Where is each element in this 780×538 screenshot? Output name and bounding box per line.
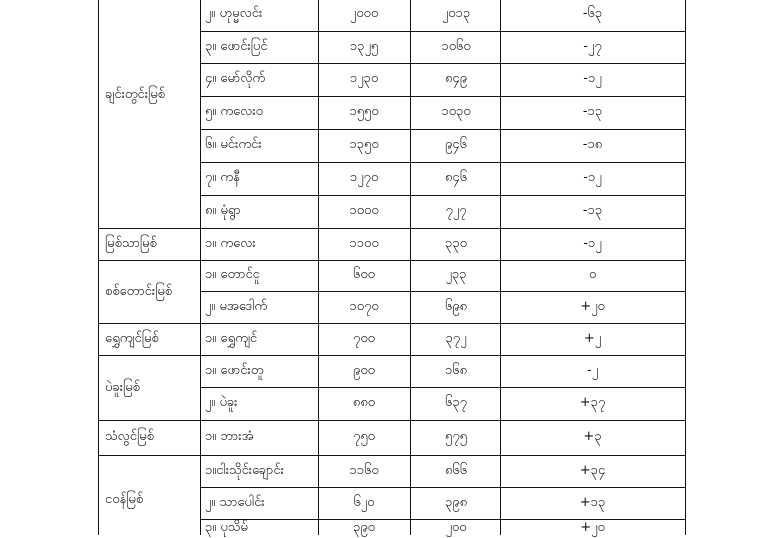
change-value: -၁၂ [583, 170, 602, 185]
station-name: ၇။ ကနီ [205, 170, 240, 185]
river-label: သံလွင်မြစ် [105, 429, 154, 444]
level-value: ၃၇၂ [445, 330, 467, 346]
level-value: ၂၃၃ [445, 267, 467, 282]
station-name: ၂။ သာပေါင်း [205, 494, 265, 510]
change-value: -၆၃ [582, 5, 603, 21]
level-value: ၁၃၂၅ [349, 38, 379, 54]
station-name: ၁။ ဖောင်းတူ [205, 362, 264, 378]
river-label-sittaung: စစ်တောင်းမြစ် [105, 283, 173, 299]
level-value: ၂၀၁၃ [441, 5, 471, 21]
level-value: ၈၄၉ [444, 71, 468, 86]
level-value: ၁၁၆၀ [349, 462, 379, 478]
change-value: +၂၀ [580, 298, 605, 314]
level-value: ၅၇၅ [445, 429, 467, 444]
level-value: ၇၀၀ [353, 330, 375, 346]
level-value: ၂၀၀ [445, 520, 467, 535]
change-value: ၀ [588, 267, 597, 282]
change-value: +၁၃ [579, 494, 606, 510]
station-name: ၂။ ပဲခူး [205, 395, 238, 410]
change-value: -၁၈ [582, 137, 603, 152]
level-value: ၈၄၆ [444, 170, 468, 185]
level-value: ၃၃၀ [445, 235, 467, 251]
change-value: +၃၄ [579, 462, 606, 478]
station-name: ၂။ မအဒေါက် [205, 298, 268, 314]
station-name: ၁။ ကလေး [205, 235, 256, 251]
change-value: +၃၇ [579, 395, 606, 410]
level-value: ၉၄၆ [445, 137, 467, 152]
level-value: ၈၈၀ [352, 395, 376, 410]
level-value: ၁၆၈ [444, 362, 468, 378]
level-value: ၆၃၇ [445, 395, 467, 410]
level-value: ၁၁၀၀ [349, 235, 379, 251]
change-value: -၂၇ [583, 38, 602, 54]
level-value: ၁၀၇၀ [349, 298, 379, 314]
station-name: ၁။ ရွှေကျင် [205, 330, 258, 346]
level-value: ၁၃၅၀ [349, 137, 379, 152]
change-value: +၂ [583, 330, 602, 346]
river-label: မြစ်သာမြစ် [105, 235, 157, 251]
change-value: -၁၂ [583, 235, 602, 251]
station-name: ၃။ ပုသိမ် [205, 520, 248, 535]
level-value: ၁၂၇၀ [349, 170, 379, 185]
station-name: ၁။ငါးသိုင်းချောင်း [205, 462, 284, 478]
station-name: ၃။ ဖောင်းပြင် [205, 38, 268, 54]
level-value: ၆၉၈ [444, 298, 468, 314]
level-value: ၉၀၀ [353, 362, 375, 378]
level-value: ၁၅၅၀ [349, 104, 379, 119]
level-value: ၁၀၆၀ [441, 38, 471, 54]
river-label-bago: ပဲခူးမြစ် [105, 379, 140, 395]
change-value: +၂၀ [580, 520, 605, 535]
station-name: ၄။ မော်လိုက် [205, 71, 266, 86]
level-value: ၃၉၀ [353, 520, 375, 535]
station-name: ၈။ မုံရွာ [205, 203, 241, 218]
river-label-chindwin: ချင်းတွင်းမြစ် [105, 86, 165, 102]
station-name: ၅။ ကလေးဝ [205, 104, 263, 119]
level-value: ၆၂၀ [353, 494, 375, 510]
change-value: -၁၂ [583, 71, 602, 86]
level-value: ၃၉၈ [444, 494, 468, 510]
change-value: -၂ [586, 362, 599, 378]
level-value: ၇၅၀ [353, 429, 375, 444]
level-value: ၁၀၃၀ [441, 104, 471, 119]
station-name: ၂။ ဟုမ္မလင်း [205, 5, 263, 21]
station-name: ၁။ တောင်ငူ [205, 267, 260, 282]
level-value: ၇၂၇ [445, 203, 467, 218]
river-label-ngawun: ငဝန်မြစ် [105, 491, 144, 507]
level-value: ၂၀၀၀ [349, 5, 379, 21]
station-name: ၆။ မင်းကင်း [205, 137, 262, 152]
level-value: ၈၆၆ [444, 462, 468, 478]
change-value: +၃ [583, 429, 602, 444]
level-value: ၁၂၃၀ [349, 71, 379, 86]
change-value: -၁၃ [582, 104, 603, 119]
station-name: ၁။ ဘားအံ [205, 429, 254, 444]
river-label: ရွှေကျင်မြစ် [105, 330, 159, 346]
level-value: ၆၀၀ [353, 267, 375, 282]
change-value: -၁၃ [582, 203, 603, 218]
level-value: ၁၀၀၀ [349, 203, 379, 218]
